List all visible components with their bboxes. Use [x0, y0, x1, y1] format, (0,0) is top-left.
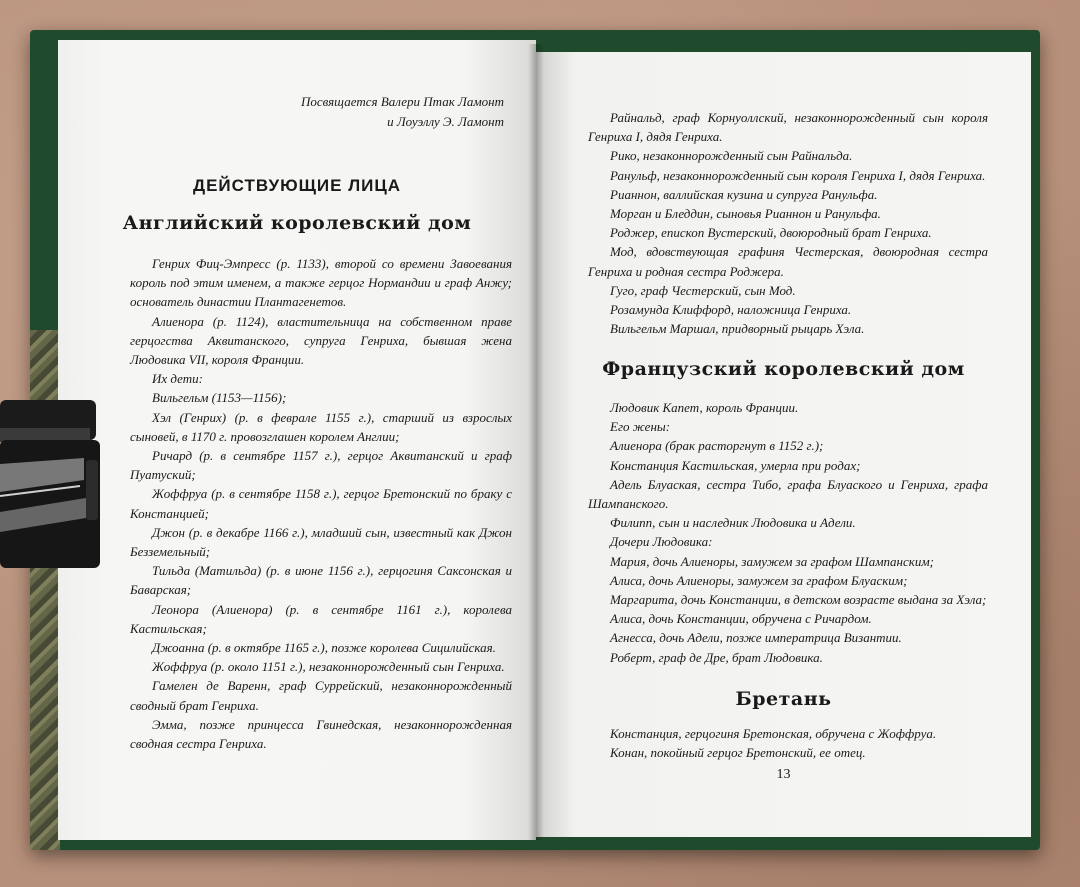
dedication: [301, 92, 504, 132]
entry: Вильгельм (1153—1156);: [152, 390, 287, 406]
entry: Алиенора (р. 1124), властительница на собственном праве герцогства Аквитанского, супруга Генриха, бывшая жена Людовика VII, короля Франции.: [130, 313, 512, 368]
characters-title: ДЕЙСТВУЮЩИЕ ЛИЦА: [192, 176, 402, 195]
page-number: 13: [776, 767, 791, 782]
entry: Джоанна (р. в октябре 1165 г.), позже королева Сицилийская.: [152, 640, 496, 656]
entry: Ричард (р. в сентябре 1157 г.), герцог Аквитанский и граф Пуатуский;: [130, 448, 512, 483]
brittany-title: Бретань: [735, 688, 832, 710]
book-gutter-shadow: [528, 44, 544, 840]
entry: Морган и Бледдин, сыновья Рианнон и Ранульфа.: [610, 206, 881, 222]
entry: Рианнон, валлийская кузина и супруга Ранульфа.: [610, 186, 878, 202]
english-house-title: Английский королевский дом: [122, 212, 472, 234]
entry: Генрих Фиц-Эмпресс (р. 1133), второй со времени Завоевания король под этим именем, а также герцог Нормандии и граф Анжу; основатель династии Плантагенетов.: [130, 256, 512, 310]
entry: Рико, незаконнорожденный сын Райнальда.: [610, 148, 853, 164]
entry: Розамунда Клиффорд, наложница Генриха.: [610, 302, 852, 318]
entry: Райнальд, граф Корнуоллский, незаконнорожденный сын короля Генриха I, дядя Генриха.: [588, 110, 988, 145]
entry: Алиенора (брак расторгнут в 1152 г.);: [610, 438, 824, 454]
right-page: [536, 52, 1031, 837]
entry: Гамелен де Варенн, граф Суррейский, незаконнорожденный сводный брат Генриха.: [130, 678, 512, 713]
entry: Мод, вдовствующая графиня Честерская, двоюродная сестра Генриха и родная сестра Роджера.: [588, 244, 988, 279]
entry: Констанция Кастильская, умерла при родах;: [610, 457, 861, 473]
entry: Тильда (Матильда) (р. в июне 1156 г.), герцогиня Саксонская и Баварская;: [130, 563, 512, 598]
entry: Хэл (Генрих) (р. в феврале 1155 г.), старший из взрослых сыновей, в 1170 г. провозглашен королем Англии;: [130, 409, 512, 444]
entry: Его жены:: [610, 419, 671, 435]
left-page: [58, 40, 536, 840]
entry: Мария, дочь Алиеноры, замужем за графом Шампанским;: [610, 553, 934, 569]
entry: Роберт, граф де Дре, брат Людовика.: [610, 649, 823, 665]
entry: Жоффруа (р. в сентябре 1158 г.), герцог Бретонский по браку с Констанцией;: [130, 486, 512, 521]
entry: Филипп, сын и наследник Людовика и Адели.: [610, 515, 856, 531]
binder-clip: [0, 400, 100, 570]
entry: Вильгельм Маршал, придворный рыцарь Хэла.: [610, 321, 865, 337]
entry: Адель Блуаская, сестра Тибо, графа Блуаского и Генриха, графа Шампанского.: [588, 476, 988, 512]
dedication-line-2: и Лоуэллу Э. Ламонт: [387, 114, 504, 129]
english-house-entries: [130, 254, 512, 753]
entry: Их дети:: [152, 371, 203, 387]
entry: Жоффруа (р. около 1151 г.), незаконнорожденный сын Генриха.: [152, 659, 505, 675]
entry: Алиса, дочь Констанции, обручена с Ричардом.: [610, 611, 872, 627]
entry: Людовик Капет, король Франции.: [610, 400, 799, 415]
french-house-title: Французский королевский дом: [602, 358, 965, 380]
brittany-entries: [588, 724, 988, 762]
entry: Леонора (Алиенора) (р. в сентябре 1161 г.), королева Кастильская;: [130, 601, 512, 636]
entry: Гуго, граф Честерский, сын Мод.: [610, 282, 796, 298]
entry: Алиса, дочь Алиеноры, замужем за графом Блуаским;: [610, 572, 908, 588]
entry: Роджер, епископ Вустерский, двоюродный брат Генриха.: [610, 225, 932, 241]
entry: Маргарита, дочь Констанции, в детском возрасте выдана за Хэла;: [610, 592, 987, 608]
entry: Джон (р. в декабре 1166 г.), младший сын, известный как Джон Безземельный;: [130, 524, 512, 560]
entry: Ранульф, незаконнорожденный сын короля Генриха I, дядя Генриха.: [610, 167, 986, 183]
dedication-line-1: Посвящается Валери Птак Ламонт: [300, 94, 504, 109]
entry: Агнесса, дочь Адели, позже императрица Византии.: [610, 630, 902, 646]
entry: Констанция, герцогиня Бретонская, обручена с Жоффруа.: [610, 726, 937, 741]
english-house-continued: [588, 108, 988, 338]
entry: Дочери Людовика:: [610, 534, 713, 550]
entry: Конан, покойный герцог Бретонский, ее отец.: [610, 745, 866, 761]
french-house-entries: [588, 398, 988, 667]
entry: Эмма, позже принцесса Гвинедская, незаконнорожденная сводная сестра Генриха.: [130, 716, 512, 752]
